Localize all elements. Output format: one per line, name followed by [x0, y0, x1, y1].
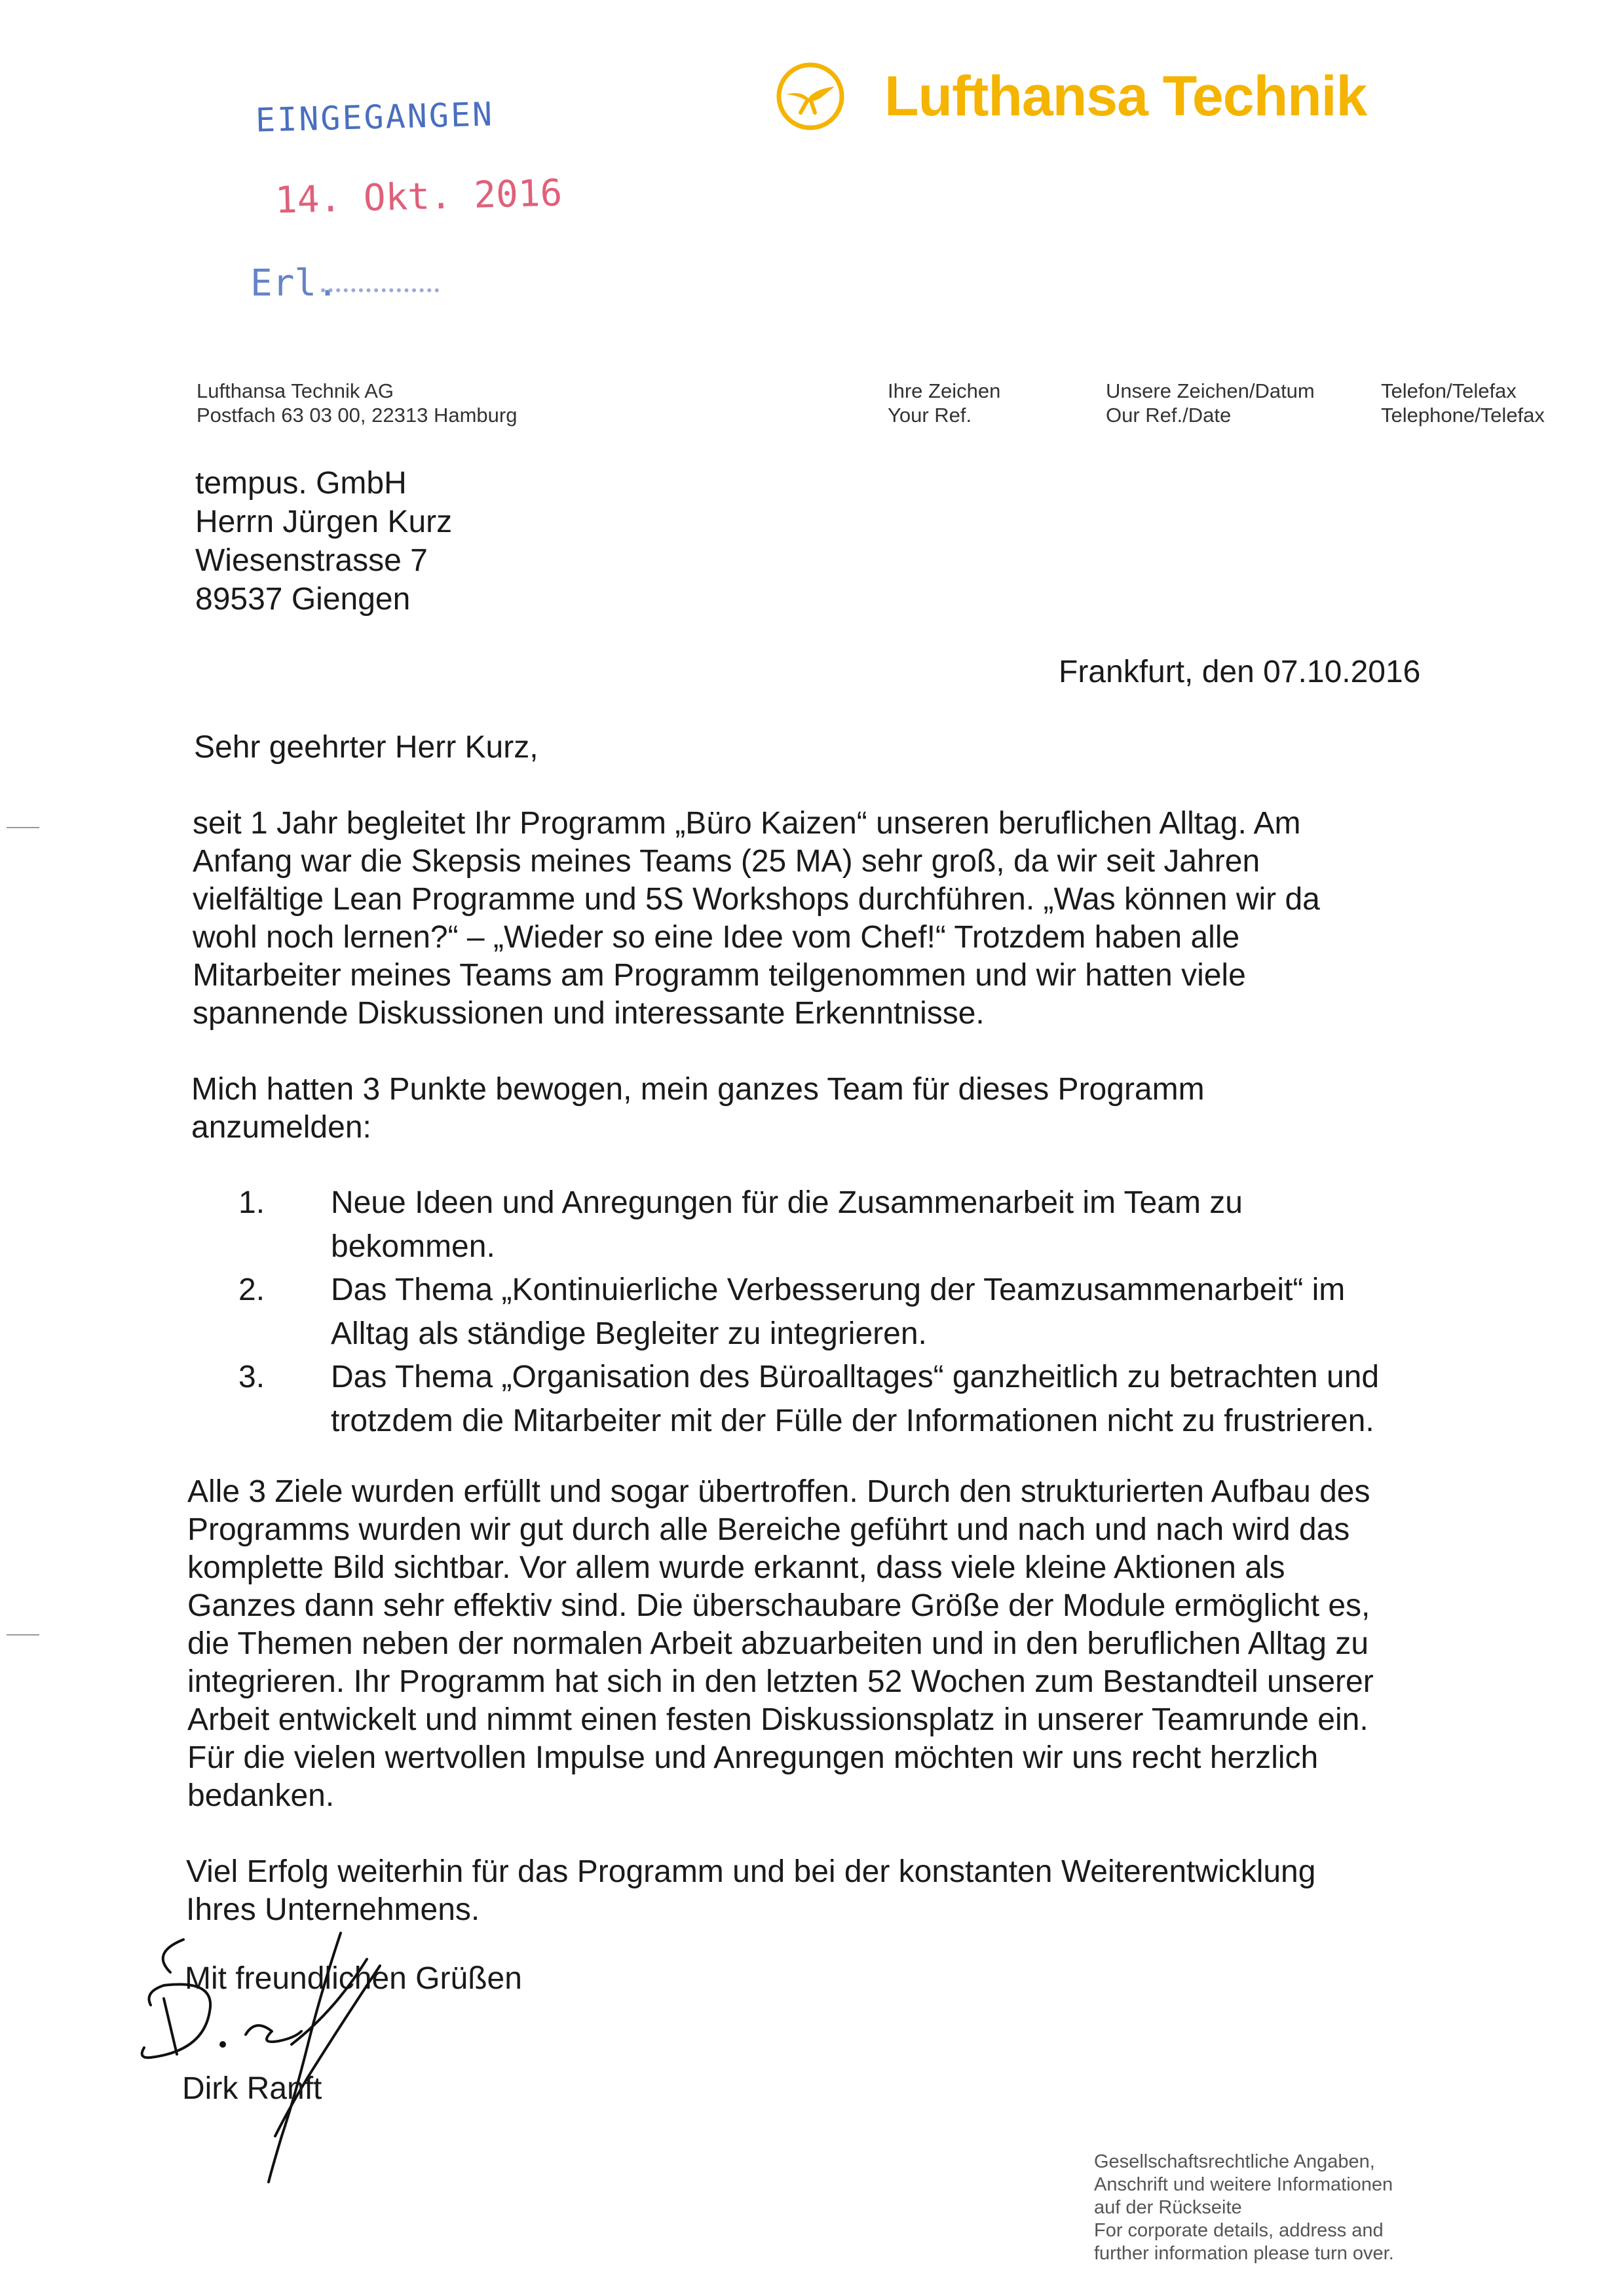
text-line: komplette Bild sichtbar. Vor allem wurde erkannt, dass viele kleine Aktionen als	[187, 1550, 1285, 1585]
fold-mark	[7, 1634, 39, 1636]
list-number: 1.	[238, 1185, 265, 1220]
text-line: Für die vielen wertvollen Impulse und Anregungen möchten wir uns recht herzlich	[187, 1740, 1319, 1775]
text-line: Anfang war die Skepsis meines Teams (25 MA) sehr groß, da wir seit Jahren	[193, 844, 1260, 879]
ref-our-ref	[1106, 379, 1315, 427]
done-stamp: Erl.	[250, 262, 339, 305]
paragraph-3	[187, 1473, 1374, 1815]
text-line: integrieren. Ihr Programm hat sich in den letzten 52 Wochen zum Bestandteil unserer	[187, 1664, 1374, 1699]
text-line: seit 1 Jahr begleitet Ihr Programm „Büro Kaizen“ unseren beruflichen Alltag. Am	[193, 806, 1301, 841]
text-line: Alltag als ständige Begleiter zu integrieren.	[331, 1316, 927, 1351]
paragraph-2	[191, 1071, 1205, 1147]
list-number: 2.	[238, 1272, 265, 1307]
text-line: Alle 3 Ziele wurden erfüllt und sogar übertroffen. Durch den strukturierten Aufbau des	[187, 1474, 1370, 1509]
text-line: Viel Erfolg weiterhin für das Programm und bei der konstanten Weiterentwicklung	[186, 1854, 1316, 1889]
text-line: Ihres Unternehmens.	[186, 1892, 480, 1927]
ref-telephone	[1381, 379, 1545, 427]
text-line: bekommen.	[331, 1229, 495, 1264]
text-line: Arbeit entwickelt und nimmt einen festen Diskussionsplatz in unserer Teamrunde ein.	[187, 1702, 1369, 1737]
paragraph-1	[193, 805, 1320, 1033]
text-line: die Themen neben der normalen Arbeit abzuarbeiten und in den beruflichen Alltag zu	[187, 1626, 1369, 1661]
text-line: vielfältige Lean Programme und 5S Workshops durchführen. „Was können wir da	[193, 882, 1320, 917]
note-line: For corporate details, address and	[1094, 2220, 1384, 2241]
received-stamp: EINGEGANGEN	[255, 95, 495, 140]
letter-date: Frankfurt, den 07.10.2016	[1059, 655, 1421, 689]
salutation: Sehr geehrter Herr Kurz,	[194, 730, 538, 765]
handwritten-signature	[124, 1913, 400, 2202]
sender-line-1: Lufthansa Technik AG	[197, 379, 394, 402]
recipient-street: Wiesenstrasse 7	[195, 543, 428, 578]
ref-label-de: Unsere Zeichen/Datum	[1106, 379, 1315, 402]
ref-label-de: Telefon/Telefax	[1381, 379, 1517, 402]
closing-greeting: Mit freundlichen Grüßen	[185, 1961, 522, 1996]
recipient-company: tempus. GmbH	[195, 466, 407, 501]
note-line: auf der Rückseite	[1094, 2197, 1242, 2218]
corporate-details-note	[1094, 2151, 1394, 2265]
text-line: spannende Diskussionen und interessante Erkenntnisse.	[193, 996, 985, 1031]
recipient-name: Herrn Jürgen Kurz	[195, 505, 453, 539]
company-logo-text: Lufthansa Technik	[884, 65, 1367, 128]
list-item-2	[331, 1268, 1345, 1356]
list-number: 3.	[238, 1360, 265, 1394]
ref-label-de: Ihre Zeichen	[888, 379, 1001, 402]
crane-logo-icon	[774, 60, 846, 132]
text-line: wohl noch lernen?“ – „Wieder so eine Idee vom Chef!“ Trotzdem haben alle	[193, 920, 1240, 955]
text-line: Ganzes dann sehr effektiv sind. Die überschaubare Größe der Module ermöglicht es,	[187, 1588, 1370, 1623]
ref-your-ref	[888, 379, 1000, 427]
text-line: Programms wurden wir gut durch alle Bereiche geführt und nach und nach wird das	[187, 1512, 1350, 1547]
note-line: Anschrift und weitere Informationen	[1094, 2174, 1393, 2195]
ref-label-en: Our Ref./Date	[1106, 404, 1232, 427]
note-line: further information please turn over.	[1094, 2243, 1394, 2264]
list-item-1	[331, 1181, 1243, 1269]
sender-address	[197, 379, 517, 427]
text-line: trotzdem die Mitarbeiter mit der Fülle der Informationen nicht zu frustrieren.	[331, 1404, 1374, 1438]
recipient-address	[195, 464, 452, 619]
note-line: Gesellschaftsrechtliche Angaben,	[1094, 2151, 1375, 2172]
done-stamp-dots	[321, 282, 439, 292]
received-stamp-date: 14. Okt. 2016	[274, 172, 563, 222]
ref-label-en: Telephone/Telefax	[1381, 404, 1545, 427]
text-line: Das Thema „Organisation des Büroalltages“ ganzheitlich zu betrachten und	[331, 1360, 1380, 1394]
text-line: Das Thema „Kontinuierliche Verbesserung der Teamzusammenarbeit“ im	[331, 1272, 1346, 1307]
ref-label-en: Your Ref.	[888, 404, 972, 427]
text-line: bedanken.	[187, 1778, 335, 1813]
signer-name: Dirk Ranft	[182, 2071, 322, 2106]
list-item-3	[331, 1355, 1379, 1443]
fold-mark	[7, 827, 39, 828]
recipient-city: 89537 Giengen	[195, 582, 411, 617]
text-line: anzumelden:	[191, 1110, 371, 1145]
sender-line-2: Postfach 63 03 00, 22313 Hamburg	[197, 404, 518, 427]
text-line: Mitarbeiter meines Teams am Programm teilgenommen und wir hatten viele	[193, 958, 1246, 993]
text-line: Neue Ideen und Anregungen für die Zusammenarbeit im Team zu	[331, 1185, 1243, 1220]
text-line: Mich hatten 3 Punkte bewogen, mein ganzes Team für dieses Programm	[191, 1072, 1205, 1107]
